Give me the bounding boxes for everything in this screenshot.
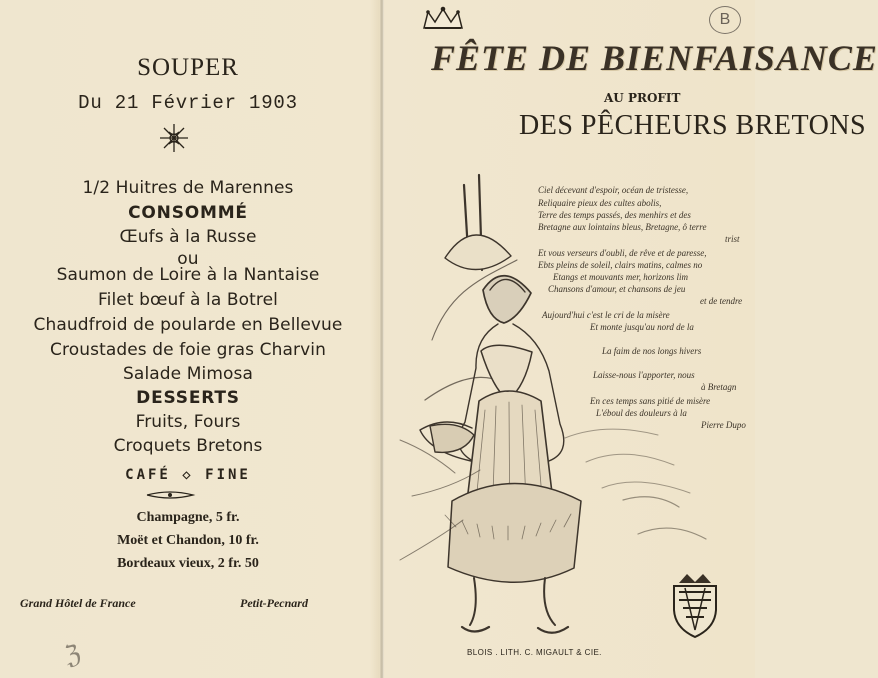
divider-ornament [145, 489, 195, 501]
poem-line-8: Etangs et mouvants mer, horizons lim [553, 272, 688, 282]
drink-champagne: Champagne, 5 fr. [136, 510, 240, 525]
poem-line-16: En ces temps sans pitié de misère [590, 396, 711, 406]
menu-item-poularde: Chaudfroid de poularde en Bellevue [33, 315, 343, 335]
menu-item-desserts: DESSERTS [136, 388, 240, 408]
poem-line-10: et de tendre [700, 296, 743, 306]
poem-line-13: La faim de nos longs hivers [602, 346, 702, 356]
poem-line-2: Reliquaire pieux des cultes abolis, [538, 198, 662, 208]
menu-item-consomme: CONSOMMÉ [128, 203, 248, 223]
coat-of-arms-icon [666, 570, 724, 640]
event-subtitle: DES PÊCHEURS BRETONS [519, 110, 867, 141]
left-menu-page [0, 0, 380, 678]
crown-icon [420, 4, 466, 32]
poem-line-15: à Bretagn [701, 382, 737, 392]
menu-item-salmon: Saumon de Loire à la Nantaise [56, 265, 320, 285]
corner-mark-b: B [709, 6, 741, 34]
poem-line-9: Chansons d'amour, et chansons de jeu [548, 284, 686, 294]
menu-item-or: ou [177, 249, 199, 269]
poem-line-12: Et monte jusqu'au nord de la [590, 322, 694, 332]
poem-line-17: L'éboul des douleurs à la [596, 408, 687, 418]
drink-bordeaux: Bordeaux vieux, 2 fr. 50 [117, 556, 259, 571]
menu-item-eggs: Œufs à la Russe [119, 227, 257, 247]
printer-line: BLOIS . LITH. C. MIGAULT & CIE. [467, 648, 602, 657]
poem-line-5: trist [725, 234, 740, 244]
menu-item-croquets: Croquets Bretons [113, 436, 263, 456]
footer-hotel: Grand Hôtel de France [20, 596, 136, 610]
poem-line-14: Laisse-nous l'apporter, nous [593, 370, 695, 380]
menu-date: Du 21 Février 1903 [78, 92, 298, 114]
menu-item-oysters: 1/2 Huitres de Marennes [82, 178, 294, 198]
poem-line-7: Ebts pleins de soleil, clairs matins, calmes no [538, 260, 703, 270]
footer-name: Petit-Pecnard [240, 596, 308, 610]
pencil-mark: ℨ [62, 640, 84, 671]
coffee-line: CAFÉ ◇ FINE [125, 467, 251, 483]
menu-item-fruits: Fruits, Fours [135, 412, 241, 432]
poem-line-4: Bretagne aux lointains bleus, Bretagne, ô terre [538, 222, 707, 232]
poem-line-6: Et vous verseurs d'oubli, de rêve et de paresse, [538, 248, 707, 258]
menu-item-salad: Salade Mimosa [123, 364, 253, 384]
menu-item-beef: Filet bœuf à la Botrel [98, 290, 278, 310]
drink-moet: Moët et Chandon, 10 fr. [117, 533, 259, 548]
au-profit-text: AU PROFIT [604, 91, 681, 105]
menu-title: SOUPER [137, 54, 239, 81]
right-illustrated-page [384, 0, 878, 678]
poem-line-3: Terre des temps passés, des menhirs et des [538, 210, 691, 220]
poem-line-1: Ciel décevant d'espoir, océan de tristesse, [538, 185, 689, 195]
poem-line-18: Pierre Dupo [701, 420, 746, 430]
poem-line-11: Aujourd'hui c'est le cri de la misère [542, 310, 670, 320]
ornament-icon [150, 121, 198, 155]
menu-item-foie-gras: Croustades de foie gras Charvin [50, 340, 326, 360]
event-title: FÊTE DE BIENFAISANCE [431, 38, 878, 78]
